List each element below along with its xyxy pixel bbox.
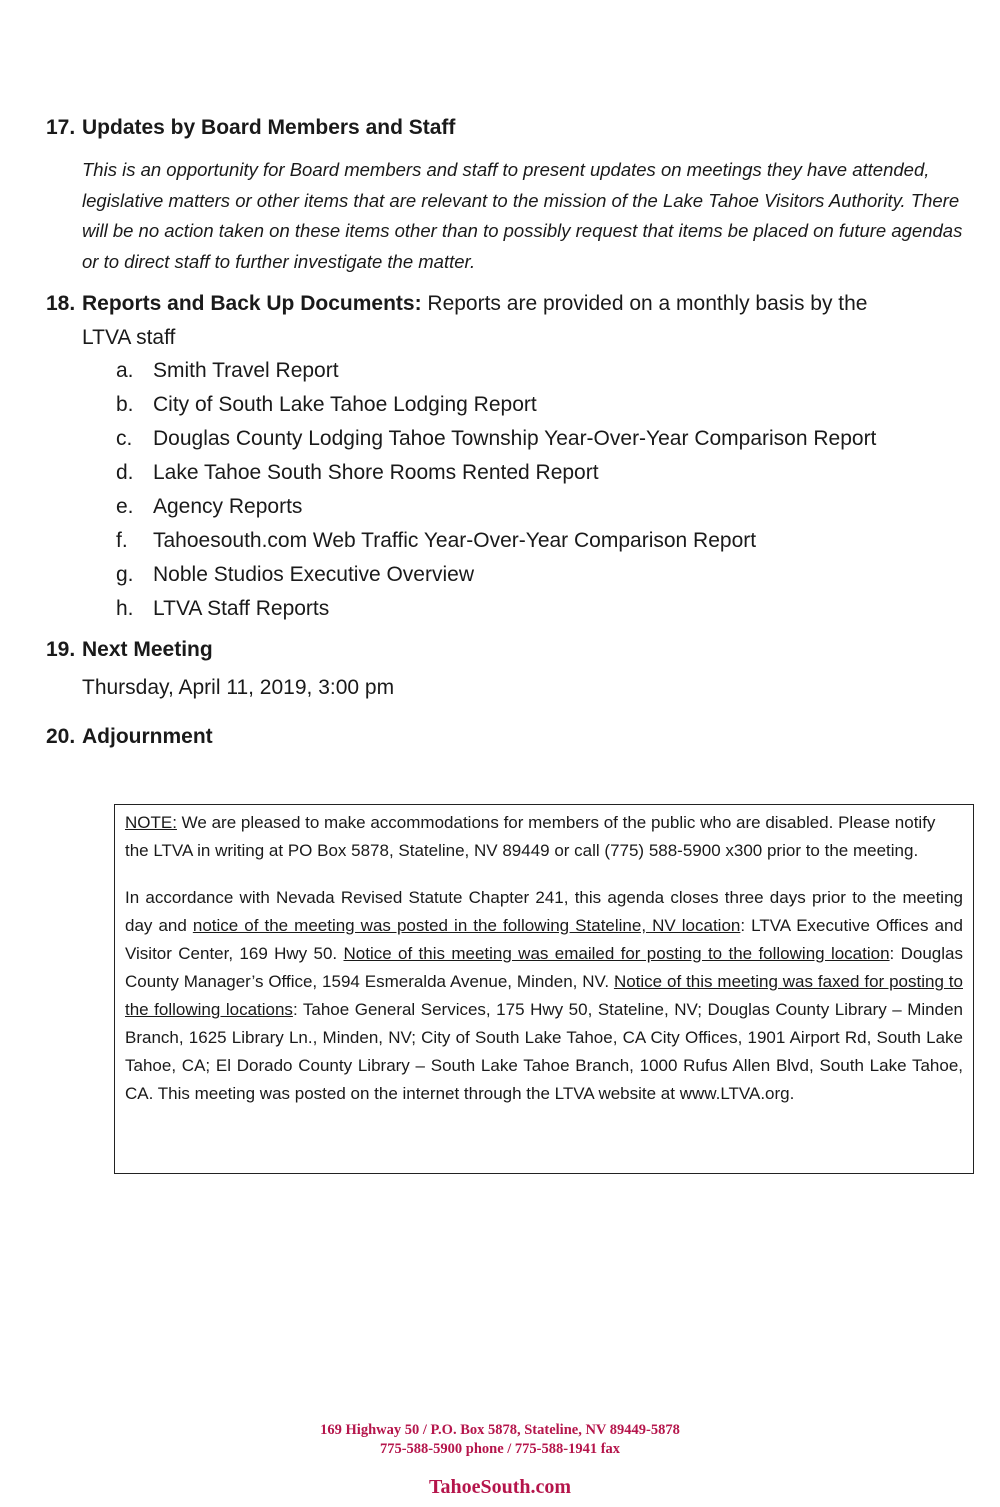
list-text: LTVA Staff Reports [153,597,330,620]
list-text: Agency Reports [153,495,303,518]
footer-address: 169 Highway 50 / P.O. Box 5878, Stateline, NV 89449-5878 [320,1422,680,1438]
list-letter: a. [116,359,134,382]
list-item [116,388,876,422]
reports-list [116,354,876,626]
item-17-description: This is an opportunity for Board members and staff to present updates on meetings they have attended, legislative matters or other items that are relevant to the mission of the Lake Tahoe Visitors Authority. There will be no action taken on these items other than to possibly request that items be placed on future agendas or to direct staff to further investigate the matter. [82,159,963,272]
notice-posting [125,884,963,1108]
list-text: Noble Studios Executive Overview [153,563,474,586]
item-number: 18. [46,292,76,315]
list-item [116,456,876,490]
item-heading: Reports and Back Up Documents: [82,292,422,315]
item-heading: Next Meeting [82,638,213,661]
posting-text: In accordance with Nevada Revised Statute Chapter 241, this agenda closes three days prior to the meeting day and [125,888,963,935]
posting-underlined: notice of the meeting was posted in the following Stateline, NV location [192,916,741,935]
agenda-item-18 [46,287,946,355]
list-text: City of South Lake Tahoe Lodging Report [153,393,537,416]
item-number: 19. [46,638,76,661]
list-letter: g. [116,563,134,586]
list-text: Tahoesouth.com Web Traffic Year-Over-Year Comparison Report [153,529,757,552]
list-letter: f. [116,529,128,552]
posting-underlined: Notice of this meeting was faxed for posting to the following locations [125,972,963,1019]
item-number: 20. [46,725,76,748]
item-heading: Updates by Board Members and Staff [82,116,456,139]
list-item [116,354,876,388]
list-letter: c. [116,427,133,450]
note-text: We are pleased to make accommodations for members of the public who are disabled. Please notify the LTVA in writing at PO Box 5878, Stateline, NV 89449 or call (775) 588-5900 x300 prior to the meeting. [125,813,936,860]
next-meeting-date: Thursday, April 11, 2019, 3:00 pm [82,676,395,699]
posting-text: : LTVA Executive Offices and Visitor Center, 169 Hwy 50. [125,916,963,963]
list-text: Lake Tahoe South Shore Rooms Rented Report [153,461,599,484]
list-text: Douglas County Lodging Tahoe Township Year-Over-Year Comparison Report [153,427,877,450]
item-number: 17. [46,116,76,139]
posting-text: : Douglas County Manager’s Office, 1594 Esmeralda Avenue, Minden, NV. [125,944,963,991]
posting-text: : Tahoe General Services, 175 Hwy 50, Stateline, NV; Douglas County Library – Minden Branch, 1625 Library Ln., Minden, NV; City of South Lake Tahoe, CA City Offices, 1901 Airport Rd, South Lake Tahoe, CA; El Dorado County Library – South Lake Tahoe Branch, 1000 Rufus Allen Blvd, South Lake Tahoe, CA. This meeting was posted on the internet through the LTVA website at www.LTVA.org. [125,1000,963,1103]
list-item [116,422,876,456]
list-item [116,558,876,592]
list-item [116,524,876,558]
posting-underlined: Notice of this meeting was emailed for posting to the following location [343,944,890,963]
list-letter: h. [116,597,134,620]
agenda-item-20 [46,725,966,749]
notice-accommodations [125,809,963,865]
list-item [116,592,876,626]
agenda-item-19 [46,638,966,662]
list-item [116,490,876,524]
item-18-text: Reports are provided on a monthly basis by the [427,292,868,315]
item-18-text-continued: LTVA staff [82,326,176,349]
note-label: NOTE: [125,813,177,832]
notice-box [114,804,974,1174]
item-heading: Adjournment [82,725,213,748]
item-18-first-line [46,287,946,321]
list-letter: d. [116,461,134,484]
agenda-item-17 [46,116,966,140]
footer-phone: 775-588-5900 phone / 775-588-1941 fax [379,1441,621,1457]
list-letter: e. [116,495,134,518]
list-letter: b. [116,393,134,416]
list-text: Smith Travel Report [153,359,339,382]
footer-website: TahoeSouth.com [428,1476,572,1498]
